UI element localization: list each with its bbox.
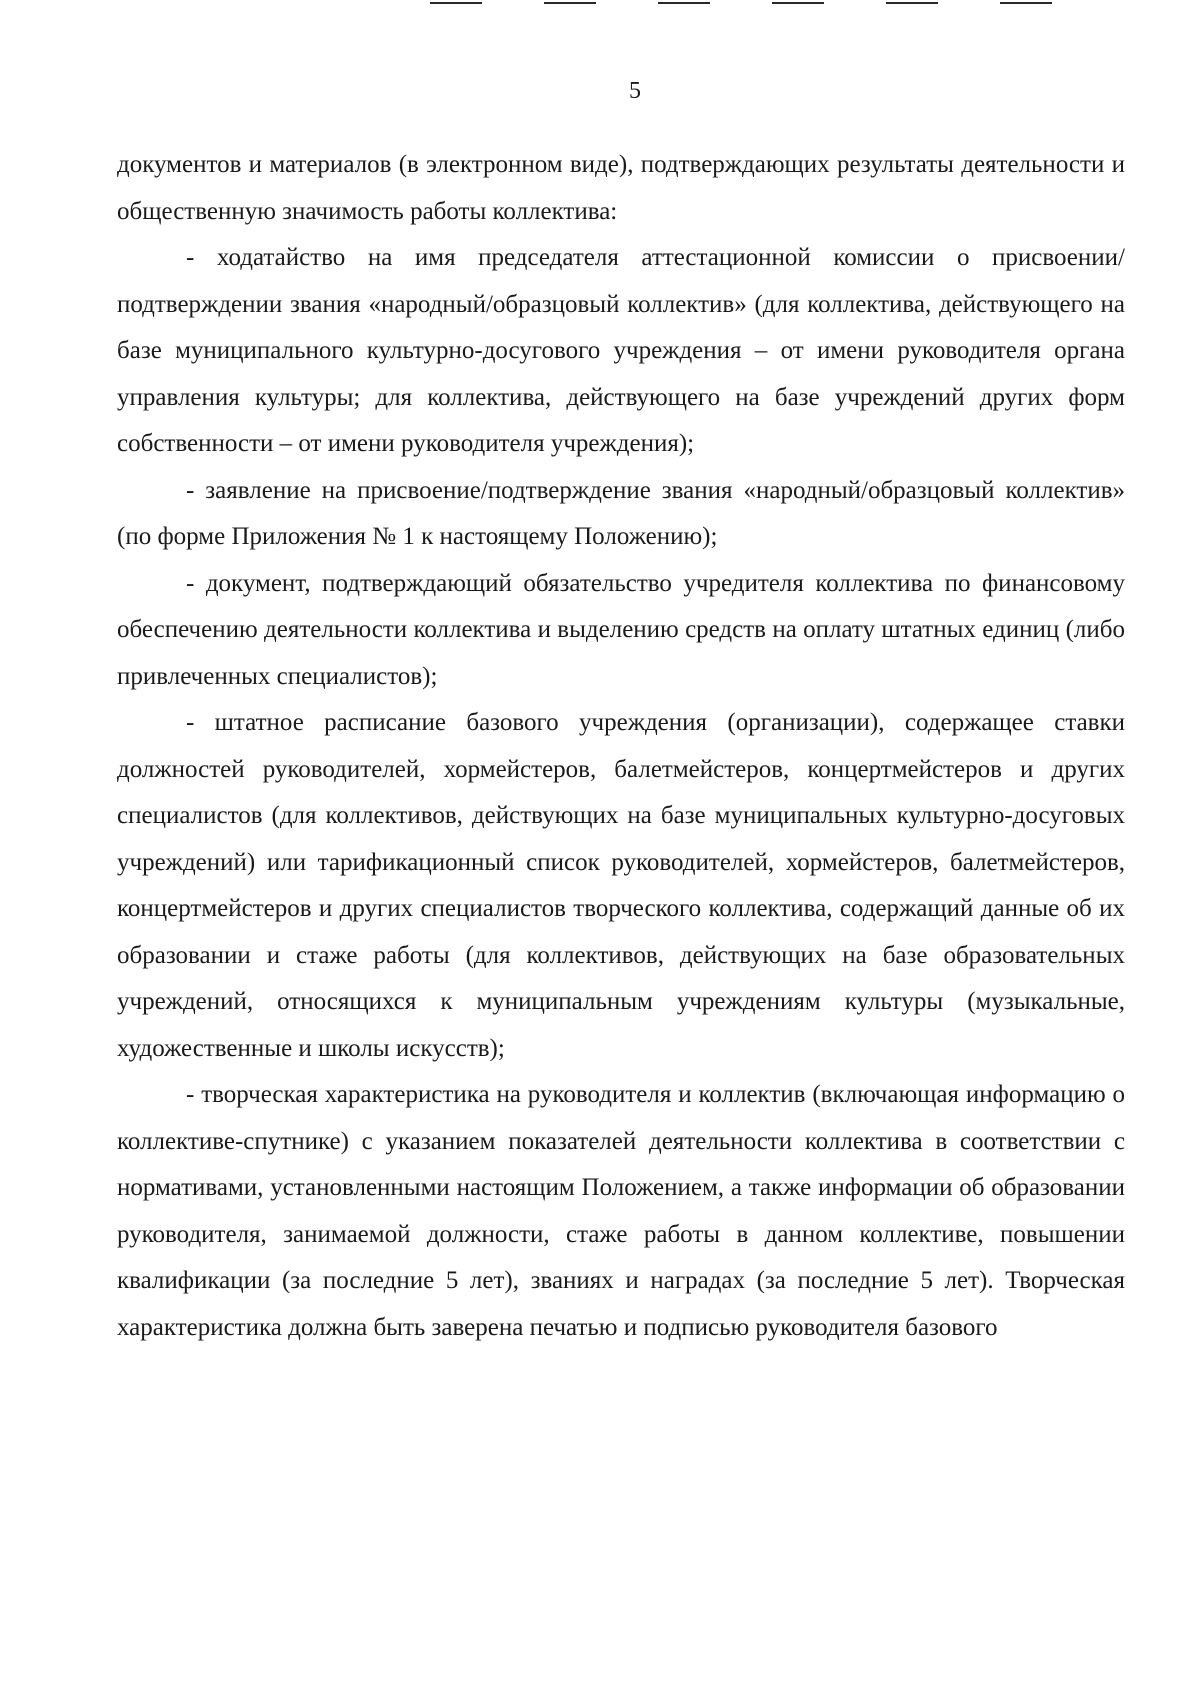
- list-item-creative-profile: - творческая характеристика на руководителя и коллектив (включающая информацию о коллективе-спутнике) с указанием показателей деятельности коллектива в соответствии с нормативами, установленными настоящим Положением, а также информации об образовании руководителя, занимаемой должности, стаже работы в данном коллективе, повышении квалификации (за последние 5 лет), званиях и наградах (за последние 5 лет). Творческая характеристика должна быть заверена печатью и подписью руководителя базового: [117, 1081, 1125, 1341]
- edge-mark: [886, 2, 938, 4]
- list-item-application: - заявление на присвоение/подтверждение звания «народный/образцовый коллектив» (по форме Приложения № 1 к настоящему Положению);: [117, 476, 1125, 550]
- list-item-petition: - ходатайство на имя председателя аттестационной комиссии о присвоении/подтверждении звания «народный/образцовый коллектив» (для коллектива, действующего на базе муниципального культурно-досугового учреждения – от имени руководителя органа управления культуры; для коллектива, действующего на базе учреждений других форм собственности – от имени руководителя учреждения);: [117, 244, 1125, 457]
- document-body: [117, 142, 1125, 1351]
- page-number: 5: [629, 78, 641, 104]
- edge-mark: [544, 2, 596, 4]
- list-item-funding-document: - документ, подтверждающий обязательство учредителя коллектива по финансовому обеспечению деятельности коллектива и выделению средств на оплату штатных единиц (либо привлеченных специалистов);: [117, 569, 1125, 690]
- paragraph-continuation: документов и материалов (в электронном виде), подтверждающих результаты деятельности и общественную значимость работы коллектива:: [117, 151, 1125, 225]
- edge-mark: [430, 2, 482, 4]
- list-item-staff-schedule: - штатное расписание базового учреждения (организации), содержащее ставки должностей руководителей, хормейстеров, балетмейстеров, концертмейстеров и других специалистов (для коллективов, действующих на базе муниципальных культурно-досуговых учреждений) или тарификационный список руководителей, хормейстеров, балетмейстеров, концертмейстеров и других специалистов творческого коллектива, содержащий данные об их образовании и стаже работы (для коллективов, действующих на базе образовательных учреждений, относящихся к муниципальным учреждениям культуры (музыкальные, художественные и школы искусств);: [117, 709, 1125, 1062]
- edge-mark: [658, 2, 710, 4]
- edge-mark: [1000, 2, 1052, 4]
- edge-mark: [772, 2, 824, 4]
- top-edge-marks: [0, 0, 1200, 8]
